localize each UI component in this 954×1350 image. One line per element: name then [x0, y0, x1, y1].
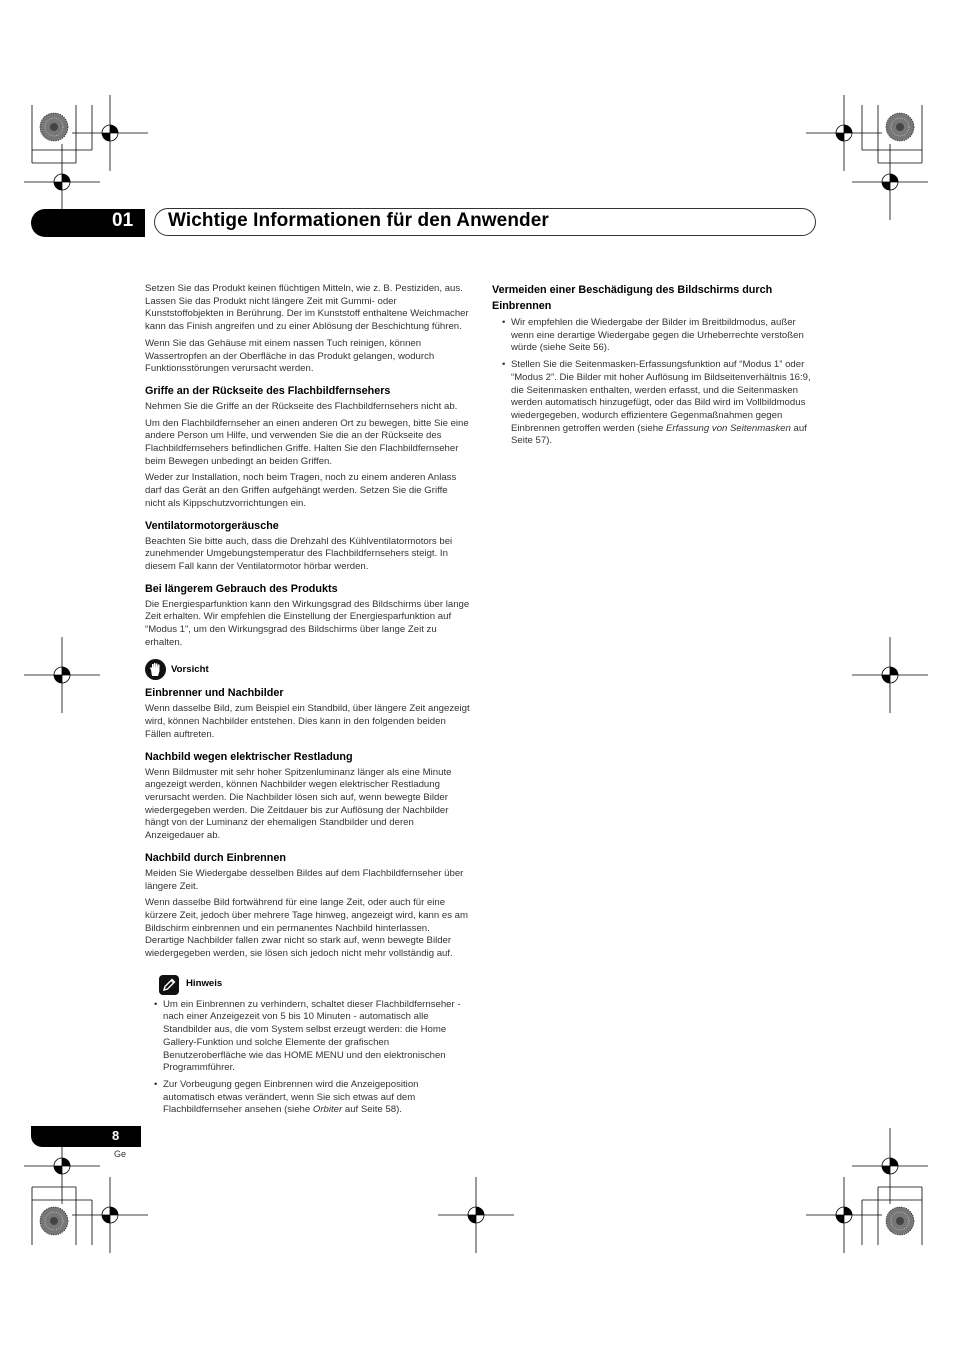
section-heading: Nachbild wegen elektrischer Restladung [145, 750, 353, 763]
list-item: • Stellen Sie die Seitenmasken-Erfassungsfunktion auf “Modus 1” oder “Modus 2”. Die Bilder mit hoher Auflösung im Bildseitenverhältnis 16:9, die Seitenmasken enthalten, werden erfasst, und die Seitenmasken werden automatisch hinzugefügt, oder das Bild wird im Vollbildmodus wiedergegeben, wodurch effizientere Gegenmaßnahmen gegen Einbrennen getroffen werden (siehe Erfassung von Seitenmasken auf Seite 57). [492, 359, 817, 448]
paragraph: Wenn Bildmuster mit sehr hoher Spitzenluminanz länger als eine Minute angezeigt werden, können Nachbilder wegen elektrischer Restladung verursacht werden. Die Nachbilder lösen sich auf, wenn bewegte Bilder wiedergegeben werden. Die Zeitdauer bis zur Auflösung der Nachbilder hängt von der Luminanz der ehemaligen Standbilder und deren Anzeigedauer ab. [145, 766, 452, 842]
paragraph: Nehmen Sie die Griffe an der Rückseite des Flachbildfernsehers nicht ab. [145, 400, 458, 412]
paragraph: Die Energiesparfunktion kann den Wirkungsgrad des Bildschirms über lange Zeit erhalten. Wir empfehlen die Einstellung der Energiesparfunktion auf “Modus 1”, um den Wirkungsgrad des Bildschirms über lange Zeit zu erhalten. [145, 598, 470, 648]
paragraph: Setzen Sie das Produkt keinen flüchtigen Mitteln, wie z. B. Pestiziden, aus. Lassen Sie das Produkt nicht längere Zeit mit Gummi- oder Kunststoffobjekten in Berührung. Der im Kunststoff enthaltene Weichmacher kann das Finish angreifen und zu einer Ablösung der Beschichtung führen. [145, 283, 469, 333]
section-heading: Nachbild durch Einbrennen [145, 851, 286, 864]
paragraph: Weder zur Installation, noch beim Tragen, noch zu einem anderen Anlass darf das Gerät an den Griffen aufgehängt werden. Setzen Sie die Griffe nicht als Kippschutzvorrichtungen ein. [145, 472, 457, 509]
page-number: 8 [112, 1128, 120, 1143]
page-number-tab [31, 1126, 141, 1147]
left-column [145, 283, 470, 1121]
caution-hand-icon [145, 659, 166, 680]
bullet-list [492, 317, 817, 448]
note-list [145, 999, 470, 1117]
note-header [159, 975, 470, 995]
section-heading: Vermeiden einer Beschädigung des Bildschirms durch Einbrennen [492, 284, 773, 312]
paragraph: Wenn Sie das Gehäuse mit einem nassen Tuch reinigen, können Wassertropfen an der Oberfläche in das Produkt gelangen, wodurch Funktionsstörungen verursacht werden. [145, 337, 435, 375]
chapter-number: 01 [112, 210, 134, 231]
section-heading: Bei längerem Gebrauch des Produkts [145, 582, 338, 595]
chapter-title: Wichtige Informationen für den Anwender [168, 210, 549, 231]
caution-label: Vorsicht [171, 663, 209, 675]
caution-header [145, 659, 470, 680]
paragraph: Wenn dasselbe Bild, zum Beispiel ein Standbild, über längere Zeit angezeigt wird, können Nachbilder entstehen. Dies kann in den folgenden beiden Fällen auftreten. [145, 703, 470, 740]
paragraph: Beachten Sie bitte auch, dass die Drehzahl des Kühlventilatormotors bei zunehmender Umgebungstemperatur des Flachbildfernsehers steigt. In diesem Fall kann der Ventilatormotor hörbar werden. [145, 535, 453, 572]
list-item: • Zur Vorbeugung gegen Einbrennen wird die Anzeigeposition automatisch etwas verändert, wenn Sie sich etwas auf dem Flachbildfernseher ansehen (siehe Orbiter auf Seite 58). [145, 1079, 470, 1117]
paragraph: Um den Flachbildfernseher an einen anderen Ort zu bewegen, bitte Sie eine andere Person um Hilfe, und verwenden Sie die an der Rückseite des Flachbildfernsehers befindlichen Griffe. Halten Sie den Flachbildfernseher beim Bewegen unbedingt an beiden Griffen. [145, 417, 469, 467]
list-item: • Um ein Einbrennen zu verhindern, schaltet dieser Flachbildfernseher - nach einer Anzeigezeit von 5 bis 10 Minuten - automatisch alle Standbilder aus, die vom System selbst erzeugt werden: die Home Gallery-Funktion und solche Elemente der grafischen Benutzeroberfläche wie das HOME MENU und den elektronischen Programmführer. [145, 999, 470, 1075]
list-item: • Wir empfehlen die Wiedergabe der Bilder im Breitbildmodus, außer wenn eine derartige Wiedergabe gegen die Urheberrechte verstoßen würde (siehe Seite 56). [492, 317, 817, 355]
note-label: Hinweis [186, 978, 223, 990]
cross-reference: Orbiter [312, 1104, 343, 1116]
paragraph: Meiden Sie Wiedergabe desselben Bildes auf dem Flachbildfernseher über längere Zeit. [145, 867, 464, 892]
language-code: Ge [114, 1149, 127, 1159]
right-column [492, 283, 817, 452]
pencil-note-icon [159, 975, 179, 995]
cross-reference: Erfassung von Seitenmasken [666, 422, 791, 434]
section-heading: Ventilatormotorgeräusche [145, 519, 279, 532]
section-heading: Griffe an der Rückseite des Flachbildfernsehers [145, 384, 391, 397]
section-heading: Einbrenner und Nachbilder [145, 687, 284, 700]
paragraph: Wenn dasselbe Bild fortwährend für eine lange Zeit, oder auch für eine kürzere Zeit, jedoch über mehrere Tage hinweg, angezeigt wird, kann es am Bildschirm einbrennen und ein permanentes Nachbild hinterlassen. Derartige Nachbilder fallen zwar nicht so stark auf, wenn bewegte Bilder wiedergegeben werden, sie lösen sich jedoch nicht mehr vollständig auf. [145, 897, 468, 960]
